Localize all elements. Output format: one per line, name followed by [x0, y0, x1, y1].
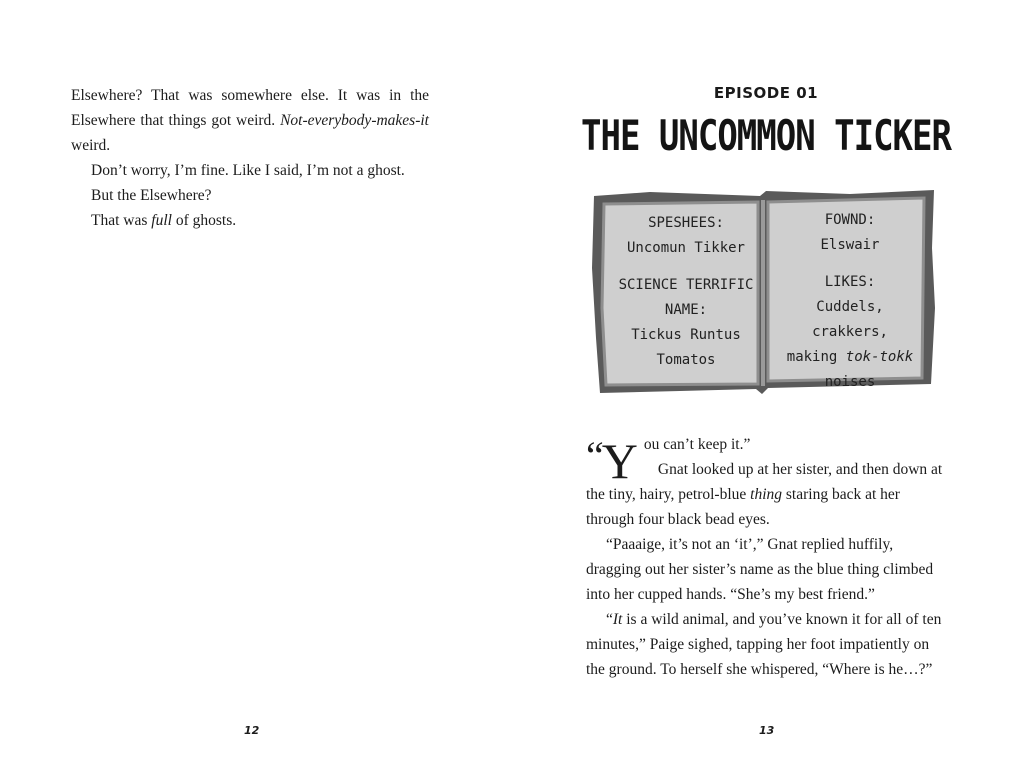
left-page	[0, 0, 507, 779]
book-left-column: SPESHEES: Uncomun Tikker SCIENCE TERRIFIC NAME: Tickus Runtus Tomatos	[618, 215, 754, 368]
paragraph: “Paaaige, it’s not an ‘it’,” Gnat replied huffily, dragging out her sister’s name as the blue thing climbed into her cupped hands. “She’s my best friend.”	[586, 536, 934, 603]
right-body-text	[586, 432, 945, 682]
paragraph: Elsewhere? That was somewhere else. It was in the Elsewhere that things got weird. Not-everybody-makes-it weird.	[71, 87, 429, 154]
book-right-column: FOWND: Elswair LIKES: Cuddels, crakkers, making tok-tokk noises	[786, 212, 914, 390]
paragraph: “Y ou can’t keep it.” Gnat looked up at her sister, and then down at the tiny, hairy, petrol-blue thing staring back at her through four black bead eyes.	[586, 433, 943, 528]
paragraph: Don’t worry, I’m fine. Like I said, I’m not a ghost.	[91, 162, 405, 179]
paragraph: But the Elsewhere?	[91, 187, 212, 204]
chapter-title: THE UNCOMMON TICKER	[581, 112, 951, 161]
episode-label: EPISODE 01	[713, 84, 819, 102]
right-page	[507, 0, 1015, 779]
paragraph: “It is a wild animal, and you’ve known it for all of ten minutes,” Paige sighed, tapping her foot impatiently on the ground. To herself she whispered, “Where is he…?”	[586, 611, 942, 678]
paragraph: That was full of ghosts.	[91, 212, 237, 229]
drop-cap: “Y	[586, 433, 638, 489]
left-body-text	[71, 83, 429, 233]
open-book-illustration	[590, 188, 936, 398]
page-number: 13	[759, 724, 775, 737]
page-number: 12	[244, 724, 260, 737]
